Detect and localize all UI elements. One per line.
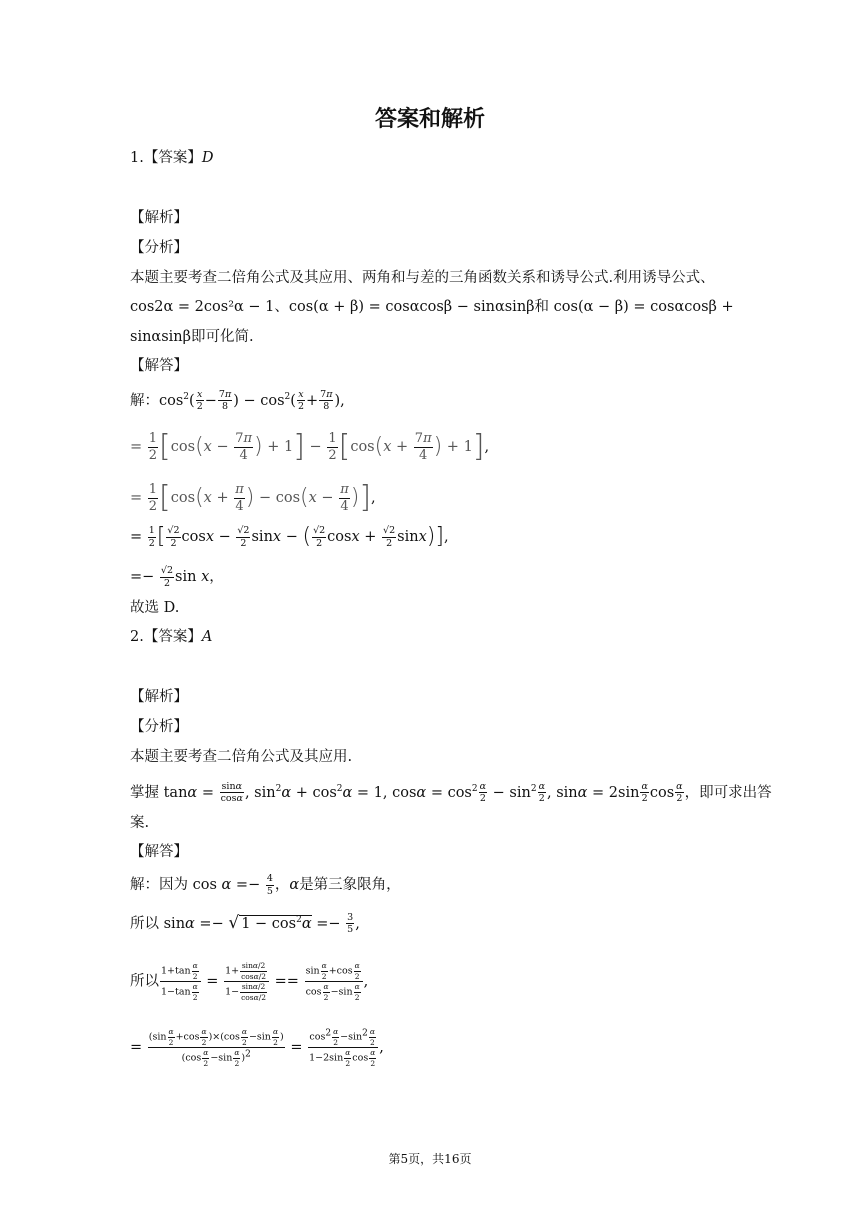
page-title: 答案和解析	[374, 107, 485, 132]
q2-answer-line	[130, 627, 212, 647]
q1-answer: D	[201, 150, 214, 166]
q1-solution-step-2: = $\frac{1}{2}$ [cos(x − $\frac{7\pi}{4}$ ) + 1] − $\frac{1}{2}$ [cos(x + $\frac{7\pi}{4}$ ) + 1],	[130, 429, 490, 464]
q1-fenxi-heading: 【分析】	[130, 240, 188, 256]
q1-answer-line	[130, 148, 213, 168]
q1-solution-step-1: 解：$\cos^2$( $\frac{x}{2}$ − $\frac{7\pi}{8}$ ) − $\cos^2$( $\frac{x}{2}$ + $\frac{7\pi}{8}$ ),	[130, 388, 345, 413]
page-footer: 第5页，共16页	[388, 1152, 472, 1166]
q2-number: 2.	[130, 629, 144, 645]
q2-solution-step-1: 解：因为 cos α =− $\frac{4}{5}$ ，α是第三象限角，	[130, 873, 401, 897]
q2-answer: A	[201, 629, 213, 645]
q1-solution-step-5: =− $\frac{√2}{2}$ sin x，	[130, 565, 224, 589]
q1-jiexi-heading: 【解析】	[130, 210, 188, 226]
q1-answer-label: 【答案】	[143, 150, 202, 166]
q1-analysis-line-3: sinαsinβ即可化简.	[130, 329, 254, 345]
q2-answer-label: 【答案】	[143, 629, 202, 645]
q2-jieda-heading: 【解答】	[130, 844, 188, 860]
q1-solution-step-4: = $\frac{1}{2}$ [ $\frac{√2}{2}$ cosx − $\frac{√2}{2}$ sinx − ( $\frac{√2}{2}$ cosx + $\frac{√2}{2}$ sinx)],	[130, 524, 449, 549]
q2-analysis-line-3: 案.	[130, 815, 150, 831]
q2-analysis-line-2: 掌握 tanα = $\frac{\sin\alpha}{\cos\alpha}$ , $\sin^2\alpha + \cos^2\alpha = 1$, $\cos\alpha = \cos^2$ $\frac{\alpha}{2}$ − $\sin^2$ $\frac{\alpha}{2}$ , sinα = 2sin $\frac{\alpha}{2}$ cos $\frac{\alpha}{2}$ ，即可求出答	[130, 780, 772, 805]
q1-analysis-line-1: 本题主要考查二倍角公式及其应用、两角和与差的三角函数关系和诱导公式.利用诱导公式、	[130, 270, 715, 286]
q2-solution-step-4: = (sin $\frac{\alpha}{2}$ +cos $\frac{\alpha}{2}$ )×(cos $\frac{\alpha}{2}$ −sin $\frac{\alpha}{2}$ ) (cos $\frac{\alpha}{2}$ −sin $\frac{\alpha}{2}$ )$^2$ = $\cos^2$ $\frac{\alpha}{2}$ $-\sin^2$ $\frac{\alpha}{2}$ 1−2sin $\frac{\alpha}{2}$ cos $\frac{\alpha}{2}$ ,	[130, 1027, 384, 1068]
q2-fenxi-heading: 【分析】	[130, 719, 188, 735]
q1-number: 1.	[130, 150, 144, 166]
q2-solution-step-3: 所以 1+tan $\frac{\alpha}{2}$ 1−tan $\frac{\alpha}{2}$ = 1+ $\frac{\sin\alpha/2}{\cos\alpha/2}$ 1− $\frac{\sin\alpha/2}{\cos\alpha/2}$ == sin $\frac{\alpha}{2}$ +cos $\frac{\alpha}{2}$ cos $\frac{\alpha}{2}$ −sin $\frac{\alpha}{2}$ ,	[130, 961, 369, 1002]
q1-solution-step-3: = $\frac{1}{2}$ [cos(x + $\frac{\pi}{4}$ ) − cos(x − $\frac{\pi}{4}$ )],	[130, 480, 376, 515]
q2-analysis-line-1: 本题主要考查二倍角公式及其应用.	[130, 749, 353, 765]
q2-solution-step-2: 所以 sinα =− √ $1 - \cos^2\alpha$ =− $\frac{3}{5}$ ,	[130, 911, 360, 936]
q1-conclusion: 故选 D.	[130, 600, 180, 616]
q2-jiexi-heading: 【解析】	[130, 689, 188, 705]
q1-jieda-heading: 【解答】	[130, 358, 188, 374]
q1-analysis-line-2: cos2α = 2cos²α − 1、cos(α + β) = cosαcosβ − sinαsinβ和 cos(α − β) = cosαcosβ +	[130, 299, 734, 315]
